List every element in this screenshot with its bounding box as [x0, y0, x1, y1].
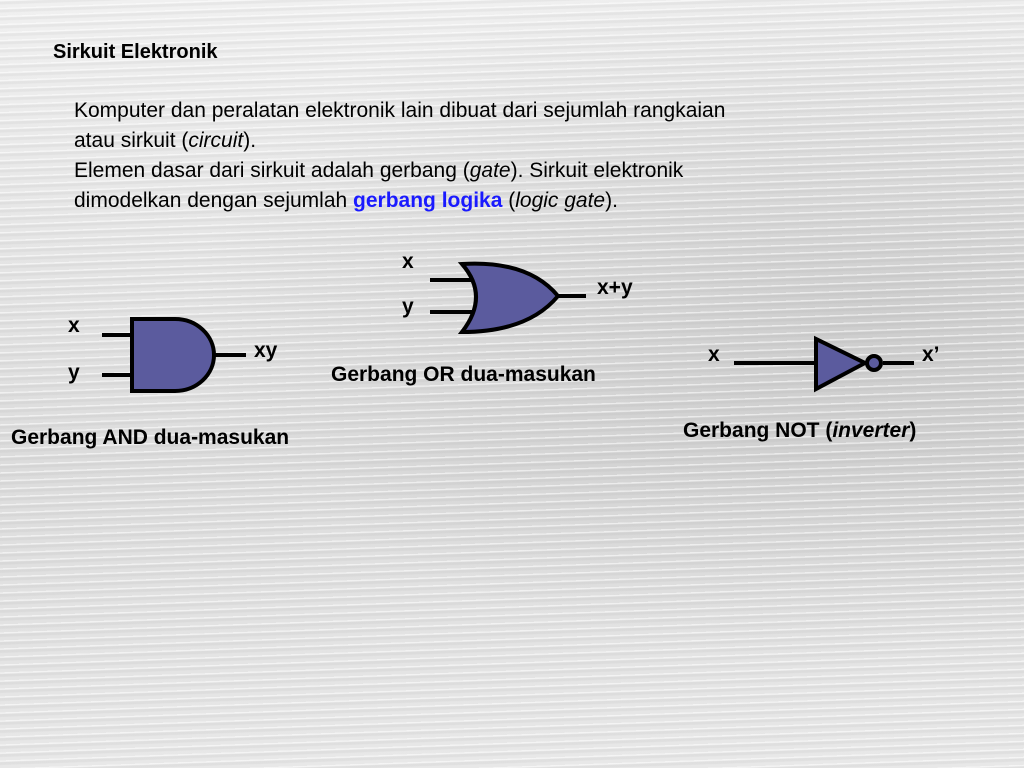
- intro-line-1: [74, 96, 894, 126]
- intro-line-4: [74, 186, 894, 216]
- intro-line-3-text: Elemen dasar dari sirkuit adalah gerbang (: [74, 159, 470, 182]
- slide-title: Sirkuit Elektronik: [53, 41, 218, 63]
- and-output-label: xy: [254, 339, 278, 362]
- not-gate-body: [816, 339, 865, 389]
- and-gate-symbol: [100, 315, 250, 395]
- intro-paragraph: [74, 96, 894, 216]
- intro-line-4-mid: (: [502, 189, 516, 212]
- inverter-term: inverter: [832, 419, 910, 442]
- intro-line-4-end: ).: [605, 189, 618, 212]
- intro-line-2-end: ).: [243, 129, 257, 152]
- or-input-x-label: x: [402, 250, 414, 273]
- intro-line-3-end: ). Sirkuit elektronik: [510, 159, 684, 182]
- not-input-label: x: [708, 343, 720, 366]
- intro-line-1-text: Komputer dan peralatan elektronik lain dibuat dari sejumlah rangkaian: [74, 99, 726, 122]
- or-gate-body: [462, 264, 558, 332]
- not-caption-end: ): [909, 419, 917, 442]
- intro-line-2-text: atau sirkuit (: [74, 129, 189, 152]
- or-gate-symbol: [428, 260, 590, 338]
- and-input-x-label: x: [68, 314, 80, 337]
- and-gate-body: [132, 319, 214, 391]
- or-input-y-label: y: [402, 295, 414, 318]
- not-gate-symbol: [730, 335, 920, 395]
- and-input-y-label: y: [68, 361, 80, 384]
- circuit-term: circuit: [188, 129, 244, 152]
- not-gate-caption: [683, 419, 916, 443]
- intro-line-3: [74, 156, 894, 186]
- gate-term: gate: [469, 159, 511, 182]
- and-gate-caption: Gerbang AND dua-masukan: [11, 426, 290, 449]
- or-gate-caption: Gerbang OR dua-masukan: [331, 363, 596, 386]
- not-gate-bubble: [867, 356, 881, 370]
- not-output-label: x’: [922, 343, 940, 366]
- intro-line-2: [74, 126, 894, 156]
- not-caption-text: Gerbang NOT (: [683, 419, 833, 442]
- intro-line-4-text: dimodelkan dengan sejumlah: [74, 189, 354, 212]
- logic-gate-term: logic gate: [515, 189, 606, 212]
- or-output-label: x+y: [597, 276, 633, 299]
- logic-gate-highlight: gerbang logika: [353, 189, 503, 212]
